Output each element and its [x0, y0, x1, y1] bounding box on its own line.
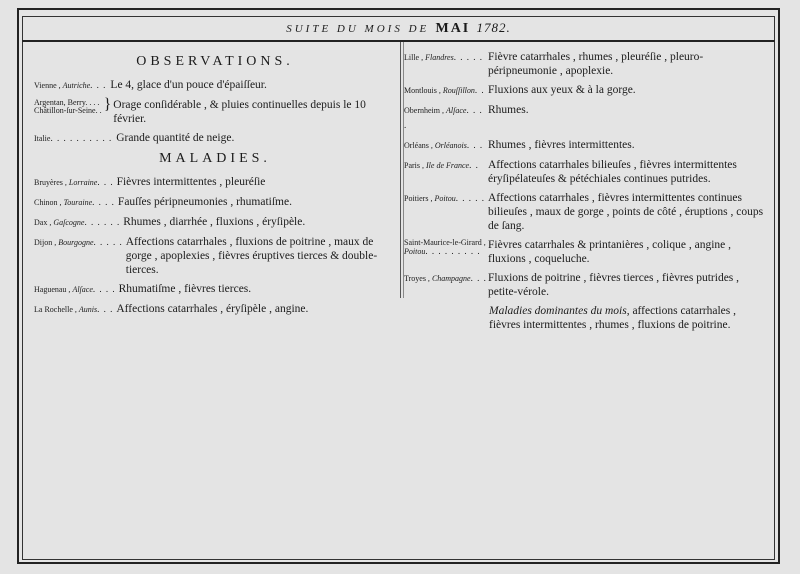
header-year: 1782. [476, 20, 511, 35]
place-name: Argentan, Berry. . . . [34, 98, 100, 107]
maladie-entry: Saint-Maurice-le-Girard , Poitou. . . . . . . . . Fièvres catarrhales & printanières , colique , angine , fluxions , coqueluche. [404, 238, 768, 266]
header-prefix: SUITE DU MOIS DE [286, 23, 430, 35]
column-divider [400, 42, 401, 298]
maladies-title: MALADIES. [159, 151, 271, 166]
maladie-text: Fièvres intermittentes , pleuréſie [116, 176, 266, 188]
maladie-entry: Bruyères , Lorraine. . . Fièvres intermittentes , pleuréſie [34, 175, 396, 190]
summary-text: , affections catarrhales , fièvres intermittentes , rhumes , fluxions de poitrine. [489, 305, 736, 331]
maladie-text: Rhumes. [488, 104, 529, 116]
maladie-text: Fauſſes péripneumonies , rhumatiſme. [117, 196, 292, 208]
maladie-entry: Montlouis , Rouſſillon. . Fluxions aux yeux & à la gorge. [404, 83, 768, 98]
maladie-entry: Dax , Gaſcogne. . . . . . Rhumes , diarrhée , fluxions , éryſipèle. [34, 215, 396, 230]
maladie-entry: Paris , Ile de France. . Affections catarrhales bilieuſes , fièvres intermittentes éryſipélateuſes & pétéchiales continues putrides. [404, 158, 768, 186]
observation-entry [34, 98, 396, 126]
observations-title: OBSERVATIONS. [136, 54, 294, 69]
maladie-text: Affections catarrhales , fièvres intermittentes continues bilieuſes , maux de gorge , points de côté , éruptions , coups de ſang. [488, 192, 764, 232]
maladie-text: Affections catarrhales bilieuſes , fièvres intermittentes éryſipélateuſes & pétéchiales continues putrides. [488, 159, 737, 185]
maladie-text: Rhumes , diarrhée , fluxions , éryſipèle. [123, 216, 306, 228]
maladie-entry: Lille , Flandres. . . . . Fièvre catarrhales , rhumes , pleuréſie , pleuro-péripneumonie , apoplexie. [404, 50, 768, 78]
brace-symbol: } [103, 96, 112, 113]
summary-label: Maladies dominantes du mois [489, 305, 627, 317]
left-column [34, 44, 396, 322]
observation-entry: Vienne , Autriche. . . Le 4, glace d'un pouce d'épaiſſeur. [34, 78, 396, 93]
observation-entry: Italie. . . . . . . . . . Grande quantité de neige. [34, 131, 396, 146]
page-header [22, 16, 775, 42]
header-month: MAI [435, 21, 471, 36]
maladie-text: Fluxions de poitrine , fièvres tierces , fièvres putrides , petite-vérole. [488, 272, 740, 298]
place-region: Autriche [62, 81, 91, 90]
place-name-2: Châtillon-ſur-Seine. . [34, 106, 102, 115]
monthly-summary [404, 304, 768, 332]
place-name: Vienne , [34, 81, 61, 90]
maladie-entry: Chinon , Touraine. . . . Fauſſes péripneumonies , rhumatiſme. [34, 195, 396, 210]
maladie-entry: Orléans , Orléanois. . . Rhumes , fièvres intermittentes. [404, 138, 768, 153]
maladie-text: Fièvre catarrhales , rhumes , pleuréſie , pleuro-péripneumonie , apoplexie. [488, 51, 704, 77]
maladie-text: Rhumes , fièvres intermittentes. [488, 139, 635, 151]
maladie-text: Rhumatiſme , fièvres tierces. [118, 283, 252, 295]
observation-text: Orage conſidérable , & pluies continuelles depuis le 10 février. [113, 99, 366, 125]
right-column [404, 50, 768, 332]
place-name: Italie [34, 134, 51, 143]
maladie-text: Fluxions aux yeux & à la gorge. [488, 84, 636, 96]
maladie-text: Affections catarrhales , fluxions de poitrine , maux de gorge , apoplexies , fièvres éruptives tierces & double-tierces. [125, 236, 378, 276]
maladie-entry: Troyes , Champagne. . . Fluxions de poitrine , fièvres tierces , fièvres putrides , petite-vérole. [404, 271, 768, 299]
maladie-entry: Dijon , Bourgogne. . . . . Affections catarrhales , fluxions de poitrine , maux de gorge , apoplexies , fièvres éruptives tierces & double-tierces. [34, 235, 396, 277]
observation-text: Grande quantité de neige. [116, 132, 235, 144]
maladie-text: Affections catarrhales , éryſipèle , angine. [116, 303, 309, 315]
maladie-entry: Haguenau , Alſace. . . . Rhumatiſme , fièvres tierces. [34, 282, 396, 297]
maladie-text: Fièvres catarrhales & printanières , colique , angine , fluxions , coqueluche. [488, 239, 732, 265]
maladie-entry: Obernheim , Alſace. . . . Rhumes. [404, 103, 768, 133]
maladie-entry: La Rochelle , Aunis. . . Affections catarrhales , éryſipèle , angine. [34, 302, 396, 317]
observation-text: Le 4, glace d'un pouce d'épaiſſeur. [110, 79, 267, 91]
maladie-entry: Poitiers , Poitou. . . . . Affections catarrhales , fièvres intermittentes continues bilieuſes , maux de gorge , points de côté , éruptions , coups de ſang. [404, 191, 768, 233]
